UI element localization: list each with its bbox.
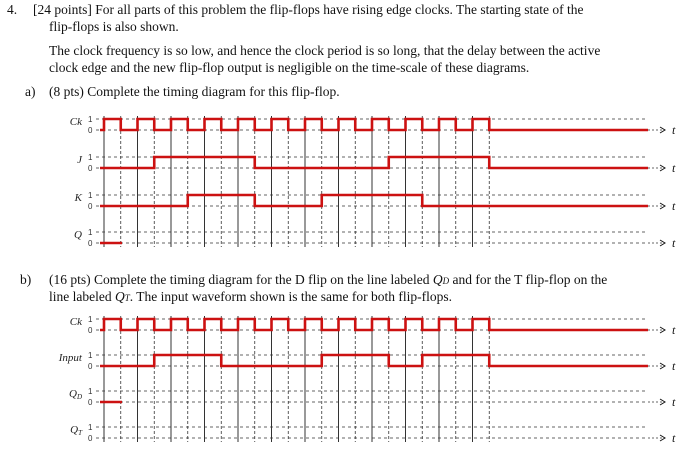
qd-subscript: D xyxy=(442,276,450,286)
level-low-label: 0 xyxy=(88,164,93,173)
qd-symbol: Q xyxy=(432,272,443,287)
time-label: t xyxy=(672,123,676,137)
signal-name: Q xyxy=(74,229,82,241)
level-high-label: 1 xyxy=(88,423,93,432)
part-b-line-2-a: line labeled xyxy=(49,289,115,304)
signal-name: QT xyxy=(70,424,82,437)
level-low-label: 0 xyxy=(88,362,93,371)
part-b-line-2-b: . The input waveform shown is the same for both flip-flops. xyxy=(129,289,452,304)
waveform-k xyxy=(100,195,648,206)
signal-name: QD xyxy=(68,388,82,401)
part-b-label: b) xyxy=(20,272,32,287)
time-label: t xyxy=(672,236,676,250)
level-high-label: 1 xyxy=(88,315,93,324)
level-low-label: 0 xyxy=(88,326,93,335)
para-line-1: The clock frequency is so low, and hence the clock period is so long, that the delay between the active xyxy=(49,43,601,58)
waveform-ck xyxy=(100,319,648,330)
time-label: t xyxy=(672,161,676,175)
para-line-2: clock edge and the new flip-flop output is negligible on the time-scale of these diagrams. xyxy=(49,60,530,75)
level-low-label: 0 xyxy=(88,239,93,248)
part-b-line-1-a: (16 pts) Complete the timing diagram for the D flip on the line labeled xyxy=(49,272,433,287)
level-high-label: 1 xyxy=(88,153,93,162)
level-low-label: 0 xyxy=(88,434,93,443)
part-a-text: (8 pts) Complete the timing diagram for this flip-flop. xyxy=(49,84,340,99)
time-label: t xyxy=(672,359,676,373)
waveform-ck xyxy=(100,119,648,130)
qt-subscript: T xyxy=(124,293,130,303)
signal-name: Input xyxy=(58,352,82,364)
waveform-input xyxy=(100,355,648,366)
intro-line-2: flip-flops is also shown. xyxy=(49,19,179,34)
level-high-label: 1 xyxy=(88,191,93,200)
signal-name: J xyxy=(77,154,82,166)
time-label: t xyxy=(672,323,676,337)
qt-symbol: Q xyxy=(114,289,125,304)
level-high-label: 1 xyxy=(88,115,93,124)
problem-number: 4. xyxy=(7,2,18,17)
level-low-label: 0 xyxy=(88,202,93,211)
part-b-line-1-b: and for the T flip-flop on the xyxy=(449,272,608,287)
time-label: t xyxy=(672,199,676,213)
signal-name: Ck xyxy=(69,316,82,328)
intro-line-1: [24 points] For all parts of this problem the flip-flops have rising edge clocks. The starting state of the xyxy=(33,2,584,17)
level-high-label: 1 xyxy=(88,351,93,360)
signal-name: K xyxy=(74,192,82,204)
level-high-label: 1 xyxy=(88,387,93,396)
level-high-label: 1 xyxy=(88,228,93,237)
time-label: t xyxy=(672,431,676,445)
level-low-label: 0 xyxy=(88,126,93,135)
waveform-j xyxy=(100,157,648,168)
level-low-label: 0 xyxy=(88,398,93,407)
time-label: t xyxy=(672,395,676,409)
part-a-label: a) xyxy=(25,84,36,99)
signal-name: Ck xyxy=(69,116,82,128)
